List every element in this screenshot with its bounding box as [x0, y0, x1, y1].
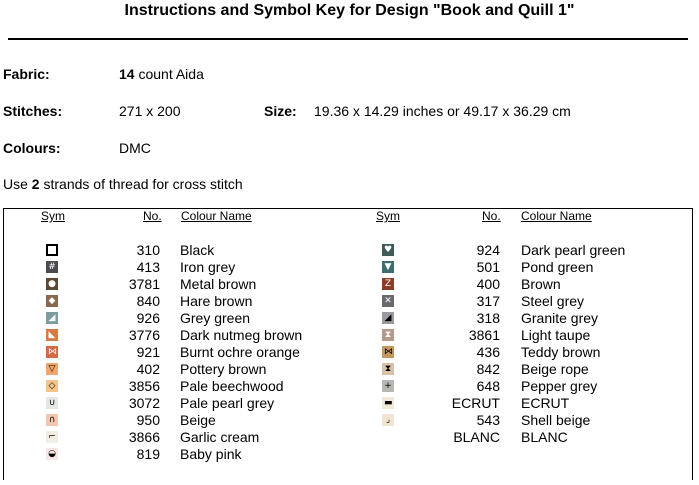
- colour-number: 840: [136, 293, 160, 309]
- colour-name: Teddy brown: [521, 344, 601, 360]
- key-row: [0, 429, 699, 446]
- colour-name: Shell beige: [521, 412, 591, 428]
- header-sym-left: Sym: [41, 209, 65, 223]
- fabric-label: Fabric:: [3, 66, 50, 82]
- stitch-symbol-icon: ◢: [382, 312, 394, 324]
- stitch-symbol-icon: ⋈: [48, 347, 57, 357]
- key-row: [0, 310, 699, 327]
- document-title: Instructions and Symbol Key for Design "Book and Quill 1": [124, 2, 575, 19]
- key-column-right: [0, 242, 699, 446]
- size-value: 19.36 x 14.29 inches or 49.17 x 36.29 cm: [314, 103, 571, 119]
- key-row: [0, 293, 699, 310]
- colour-number: 317: [476, 293, 500, 309]
- key-row: [0, 259, 699, 276]
- colour-number: 648: [476, 378, 500, 394]
- colour-number: 3776: [128, 327, 160, 343]
- key-row: [0, 344, 699, 361]
- stitch-symbol-icon: ▽: [46, 363, 58, 375]
- stitch-symbol-icon: ◒: [46, 448, 58, 460]
- colour-name: Grey green: [180, 310, 251, 326]
- colour-number: 402: [136, 361, 160, 377]
- stitch-symbol-icon: Z: [382, 278, 394, 290]
- colour-name: Granite grey: [521, 310, 599, 326]
- key-row: [0, 395, 699, 412]
- colour-number: 921: [136, 344, 160, 360]
- colours-value: DMC: [119, 140, 151, 156]
- colour-name: Beige: [180, 412, 216, 428]
- stitch-symbol-icon: ⌟: [382, 414, 394, 426]
- colour-number: 413: [136, 259, 160, 275]
- colour-name: Hare brown: [180, 293, 253, 309]
- stitch-symbol-icon: ▬: [384, 398, 393, 408]
- colours-label: Colours:: [3, 140, 61, 156]
- title-rule: [8, 38, 688, 40]
- stitch-symbol-icon: ◆: [46, 295, 58, 307]
- colour-name: Dark pearl green: [521, 242, 626, 258]
- stitch-symbol-icon: ●: [46, 278, 58, 290]
- fabric-count: 14: [119, 66, 135, 82]
- colour-number: 436: [476, 344, 500, 360]
- strands-instruction: [3, 176, 243, 192]
- colour-name: Beige rope: [521, 361, 589, 377]
- stitch-symbol-icon: ∪: [46, 397, 58, 409]
- colour-name: Burnt ochre orange: [180, 344, 300, 360]
- colour-number: 310: [136, 242, 160, 258]
- stitch-symbol-icon: +: [382, 380, 394, 392]
- colour-name: Steel grey: [521, 293, 585, 309]
- colour-number: ECRUT: [451, 395, 500, 411]
- stitch-symbol-icon: ⧗: [382, 363, 394, 375]
- colour-number: 924: [476, 242, 500, 258]
- header-no-left: No.: [143, 209, 162, 223]
- colour-name: ECRUT: [521, 395, 570, 411]
- stitch-symbol-icon: ♥: [384, 245, 393, 255]
- colour-name: BLANC: [521, 429, 568, 445]
- colour-name: Metal brown: [180, 276, 257, 292]
- colour-number: 318: [476, 310, 500, 326]
- colour-number: 3781: [128, 276, 160, 292]
- colour-number: 543: [476, 412, 500, 428]
- size-label: Size:: [264, 103, 297, 119]
- stitch-symbol-icon: ◣: [46, 329, 58, 341]
- strands-post: strands of thread for cross stitch: [39, 176, 243, 192]
- key-row: [0, 242, 699, 259]
- stitch-symbol-icon: ▼: [382, 261, 394, 273]
- header-name-right: Colour Name: [521, 209, 592, 223]
- colour-number: 3861: [468, 327, 500, 343]
- colour-name: Dark nutmeg brown: [180, 327, 303, 343]
- header-name-left: Colour Name: [181, 209, 252, 223]
- stitches-value: 271 x 200: [119, 103, 181, 119]
- stitch-symbol-icon: #: [46, 261, 58, 273]
- colour-number: 3856: [128, 378, 160, 394]
- key-row: [0, 378, 699, 395]
- stitches-label: Stitches:: [3, 103, 63, 119]
- colour-name: Pale beechwood: [180, 378, 284, 394]
- stitch-symbol-icon: ◢: [46, 312, 58, 324]
- key-row: [0, 327, 699, 344]
- strands-count: 2: [31, 176, 40, 192]
- header-no-right: No.: [482, 209, 501, 223]
- colour-name: Black: [180, 242, 215, 258]
- stitch-symbol-icon: ◇: [46, 380, 58, 392]
- colour-number: 3072: [128, 395, 160, 411]
- header-sym-right: Sym: [376, 209, 400, 223]
- key-row: [0, 276, 699, 293]
- colour-name: Pond green: [521, 259, 594, 275]
- fabric-value: [119, 66, 204, 82]
- strands-pre: Use: [3, 176, 32, 192]
- colour-name: Baby pink: [180, 446, 242, 462]
- colour-name: Pale pearl grey: [180, 395, 275, 411]
- colour-name: Light taupe: [521, 327, 591, 343]
- colour-number: 3866: [128, 429, 160, 445]
- colour-name: Iron grey: [180, 259, 236, 275]
- stitch-symbol-icon: ⌐: [46, 431, 58, 443]
- colour-number: BLANC: [453, 429, 500, 445]
- stitch-symbol-icon: ⧗: [382, 329, 394, 341]
- colour-name: Brown: [521, 276, 561, 292]
- stitch-symbol-icon: [382, 431, 394, 443]
- colour-name: Pottery brown: [180, 361, 267, 377]
- fabric-type: count Aida: [134, 66, 204, 82]
- colour-name: Garlic cream: [180, 429, 260, 445]
- colour-number: 842: [476, 361, 500, 377]
- colour-number: 819: [136, 446, 160, 462]
- colour-number: 950: [136, 412, 160, 428]
- colour-name: Pepper grey: [521, 378, 598, 394]
- colour-number: 400: [476, 276, 500, 292]
- stitch-symbol-icon: ✕: [382, 295, 394, 307]
- stitch-symbol-icon: ⋈: [384, 347, 393, 357]
- key-row: [0, 446, 699, 463]
- colour-number: 501: [476, 259, 500, 275]
- stitch-symbol-icon: ∩: [46, 414, 58, 426]
- colour-number: 926: [136, 310, 160, 326]
- key-row: [0, 361, 699, 378]
- key-row: [0, 412, 699, 429]
